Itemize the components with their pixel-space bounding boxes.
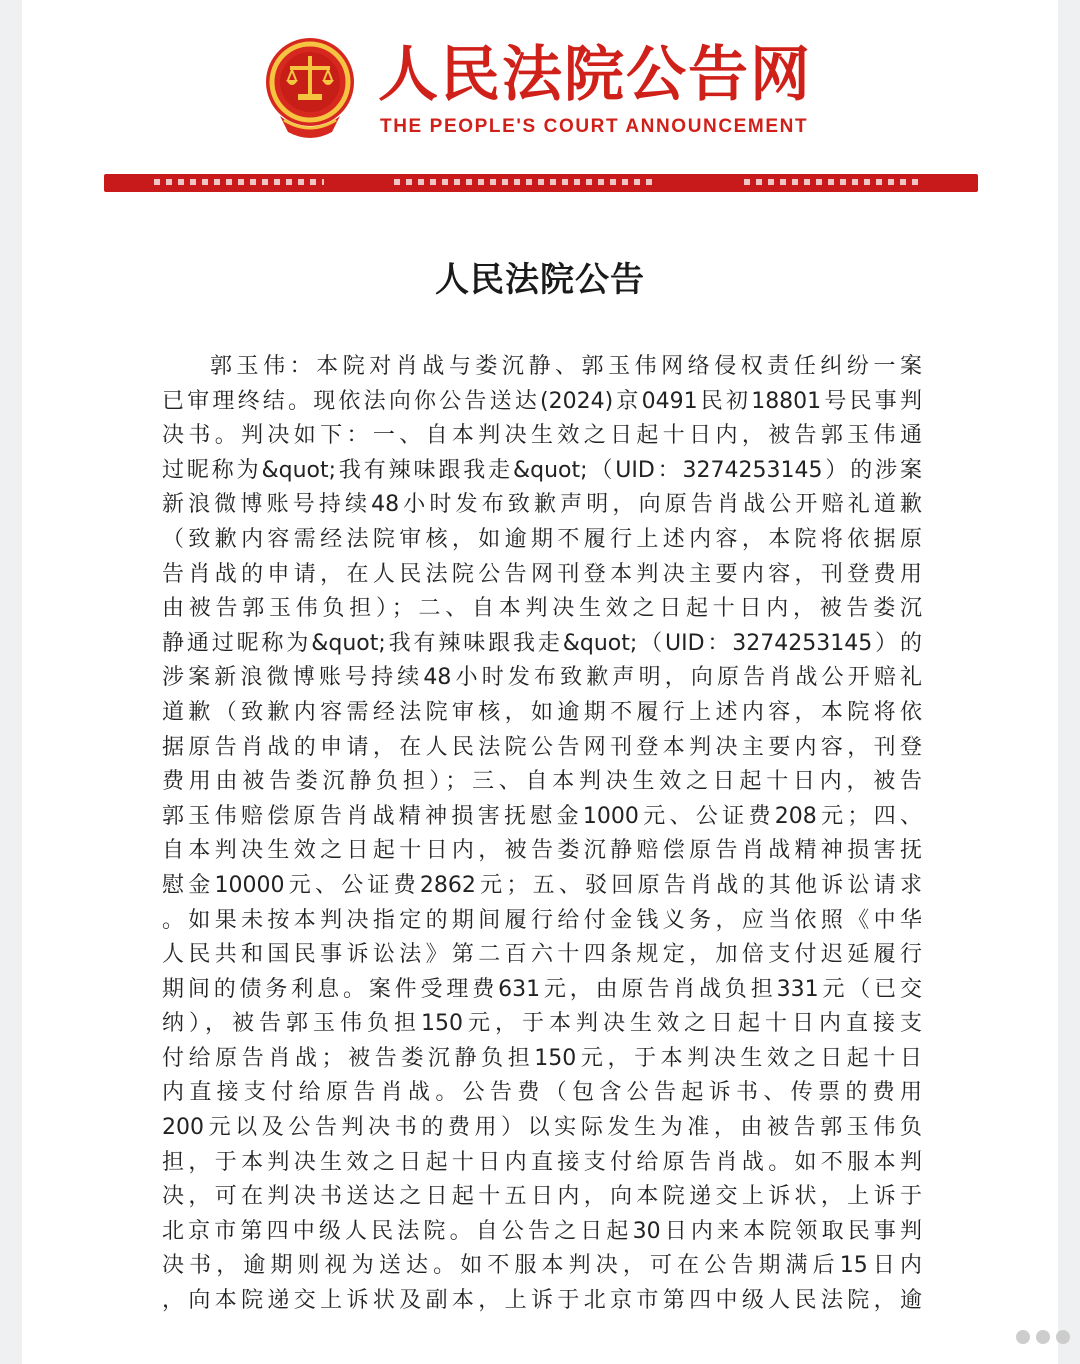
notice-line: 涉案新浪微博账号持续48小时发布致歉声明，向原告肖战公开赔礼	[162, 665, 922, 691]
site-header	[22, 30, 1058, 150]
notice-line: 决书，逾期则视为送达。如不服本判决，可在公告期满后15日内	[162, 1253, 922, 1279]
notice-line: 费用由被告娄沉静负担）；三、自本判决生效之日起十日内，被告	[162, 769, 922, 795]
notice-title: 人民法院公告	[435, 260, 645, 300]
notice-line: 告肖战的申请，在人民法院公告网刊登本判决主要内容，刊登费用	[162, 561, 922, 587]
notice-line: 决，可在判决书送达之日起十五日内，向本院递交上诉状，上诉于	[162, 1184, 922, 1210]
notice-line: 由被告郭玉伟负担）；二、自本判决生效之日起十日内，被告娄沉	[162, 596, 922, 622]
notice-line: 新浪微博账号持续48小时发布致歉声明，向原告肖战公开赔礼道歉	[162, 492, 922, 518]
notice-line: 慰金10000元、公证费2862元；五、驳回原告肖战的其他诉讼请求	[162, 872, 922, 898]
notice-line: 郭玉伟赔偿原告肖战精神损害抚慰金1000元、公证费208元；四、	[162, 803, 922, 829]
notice-line: ，向本院递交上诉状及副本，上诉于北京市第四中级人民法院，逾	[162, 1288, 922, 1314]
notice-line: 过昵称为&quot;我有辣味跟我走&quot;（UID：3274253145）的涉案	[162, 457, 922, 483]
court-emblem-icon	[262, 36, 358, 144]
notice-line: 北京市第四中级人民法院。自公告之日起30日内来本院领取民事判	[162, 1218, 922, 1244]
notice-line: 郭玉伟：本院对肖战与娄沉静、郭玉伟网络侵权责任纠纷一案	[210, 354, 922, 379]
notice-line: 据原告肖战的申请，在人民法院公告网刊登本判决主要内容，刊登	[162, 734, 922, 760]
notice-line: （致歉内容需经法院审核，如逾期不履行上述内容，本院将依据原	[162, 526, 922, 552]
bottom-fade	[22, 1324, 1058, 1364]
notice-line: 决书。判决如下：一、自本判决生效之日起十日内，被告郭玉伟通	[162, 423, 922, 449]
notice-line: 纳），被告郭玉伟负担150元，于本判决生效之日起十日内直接支	[162, 1011, 922, 1037]
red-banner-divider	[104, 174, 978, 192]
announcement-page	[22, 0, 1058, 1364]
notice-line: 。如果未按本判决指定的期间履行给付金钱义务，应当依照《中华	[162, 907, 922, 933]
more-dots-icon[interactable]	[1012, 1326, 1074, 1348]
site-subtitle: THE PEOPLE'S COURT ANNOUNCEMENT	[380, 116, 809, 137]
notice-line: 担，于本判决生效之日起十日内直接支付给原告肖战。如不服本判	[162, 1149, 922, 1175]
notice-line: 已审理终结。现依法向你公告送达(2024)京0491民初18801号民事判	[162, 388, 922, 414]
notice-line: 静通过昵称为&quot;我有辣味跟我走&quot;（UID：3274253145）的	[162, 630, 922, 656]
notice-line: 内直接支付给原告肖战。公告费（包含公告起诉书、传票的费用	[162, 1080, 922, 1106]
notice-line: 人民共和国民事诉讼法》第二百六十四条规定，加倍支付迟延履行	[162, 942, 922, 968]
notice-line: 期间的债务利息。案件受理费631元，由原告肖战负担331元（已交	[162, 976, 922, 1002]
site-title: 人民法院公告网	[378, 40, 812, 110]
notice-body	[162, 350, 922, 1319]
notice-line: 200元以及公告判决书的费用）以实际发生为准，由被告郭玉伟负	[162, 1115, 922, 1141]
notice-line: 自本判决生效之日起十日内，被告娄沉静赔偿原告肖战精神损害抚	[162, 838, 922, 864]
notice-line: 道歉（致歉内容需经法院审核，如逾期不履行上述内容，本院将依	[162, 699, 922, 725]
notice-line: 付给原告肖战；被告娄沉静负担150元，于本判决生效之日起十日	[162, 1045, 922, 1071]
